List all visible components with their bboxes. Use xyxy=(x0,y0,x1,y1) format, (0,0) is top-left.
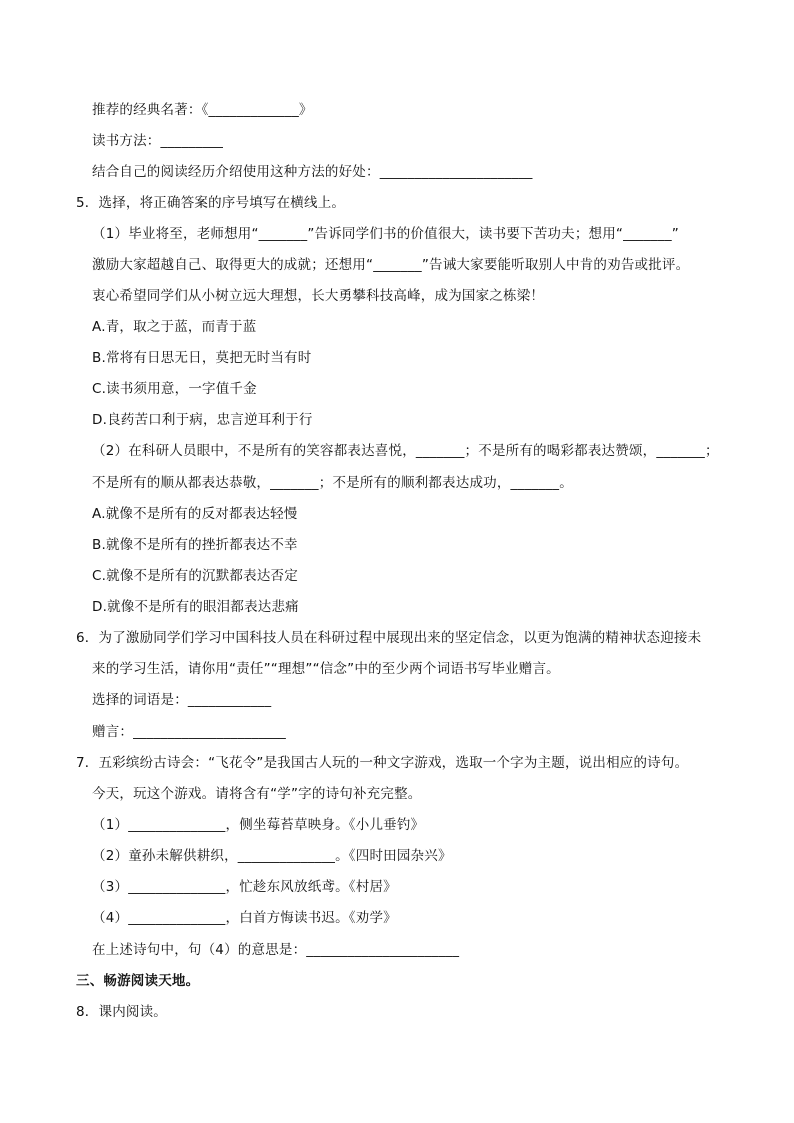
recommended-classic-line: 推荐的经典名著：《_____________》 xyxy=(92,102,313,118)
q5-part2-option-a: A.就像不是所有的反对都表达轻慢 xyxy=(92,506,298,522)
q5-part1-line1: （1）毕业将至，老师想用“_______”告诉同学们书的价值很大，读书要下苦功夫；想用“_______” xyxy=(92,226,679,242)
q5-part2-line1: （2）在科研人员眼中，不是所有的笑容都表达喜悦，_______；不是所有的喝彩都表达赞颂，_______； xyxy=(92,443,719,459)
q5-part2-option-d: D.就像不是所有的眼泪都表达悲痛 xyxy=(92,599,299,615)
question-8-heading: 8．课内阅读。 xyxy=(76,1004,167,1020)
q5-part1-line2: 激励大家超越自己、取得更大的成就；还想用“_______”告诫大家要能听取别人中肯的劝告或批评。 xyxy=(92,257,690,273)
q5-option-a: A.青，取之于蓝，而青于蓝 xyxy=(92,319,257,335)
section-3-heading: 三、畅游阅读天地。 xyxy=(76,973,200,989)
message-line: 赠言：______________________ xyxy=(92,724,286,740)
q5-option-c: C.读书须用意，一字值千金 xyxy=(92,381,257,397)
question-6-line1: 6．为了激励同学们学习中国科技人员在科研过程中展现出来的坚定信念，以更为饱满的精神状态迎接未 xyxy=(76,630,702,646)
q7-poem-3: （3）______________，忙趁东风放纸鸢。《村居》 xyxy=(92,879,397,895)
q5-part2-line2: 不是所有的顺从都表达恭敬，_______；不是所有的顺利都表达成功，_______。 xyxy=(92,475,573,491)
reading-method-line: 读书方法：_________ xyxy=(92,133,224,149)
chosen-words-line: 选择的词语是：____________ xyxy=(92,692,272,708)
q7-poem-1: （1）______________，侧坐莓苔草映身。《小儿垂钓》 xyxy=(92,817,425,833)
question-6-line2: 来的学习生活，请你用“责任”“理想”“信念”中的至少两个词语书写毕业赠言。 xyxy=(92,661,560,677)
question-7-line1: 7．五彩缤纷古诗会：“飞花令”是我国古人玩的一种文字游戏，选取一个字为主题，说出相应的诗句。 xyxy=(76,755,689,771)
q7-poem-2: （2）童孙未解供耕织，______________。《四时田园杂兴》 xyxy=(92,848,452,864)
q5-option-b: B.常将有日思无日，莫把无时当有时 xyxy=(92,350,312,366)
q5-part2-option-c: C.就像不是所有的沉默都表达否定 xyxy=(92,568,298,584)
q7-poem-4: （4）______________，白首方悔读书迟。《劝学》 xyxy=(92,910,397,926)
reading-benefit-line: 结合自己的阅读经历介绍使用这种方法的好处：______________________ xyxy=(92,164,533,180)
q5-part2-option-b: B.就像不是所有的挫折都表达不幸 xyxy=(92,537,298,553)
q5-option-d: D.良药苦口利于病，忠言逆耳利于行 xyxy=(92,412,313,428)
question-5-heading: 5．选择，将正确答案的序号填写在横线上。 xyxy=(76,195,346,211)
question-7-line2: 今天，玩这个游戏。请将含有“学”字的诗句补充完整。 xyxy=(92,786,422,802)
q5-part1-line3: 衷心希望同学们从小树立远大理想，长大勇攀科技高峰，成为国家之栋梁！ xyxy=(92,288,545,304)
q7-meaning-line: 在上述诗句中，句（4）的意思是：______________________ xyxy=(92,942,460,958)
